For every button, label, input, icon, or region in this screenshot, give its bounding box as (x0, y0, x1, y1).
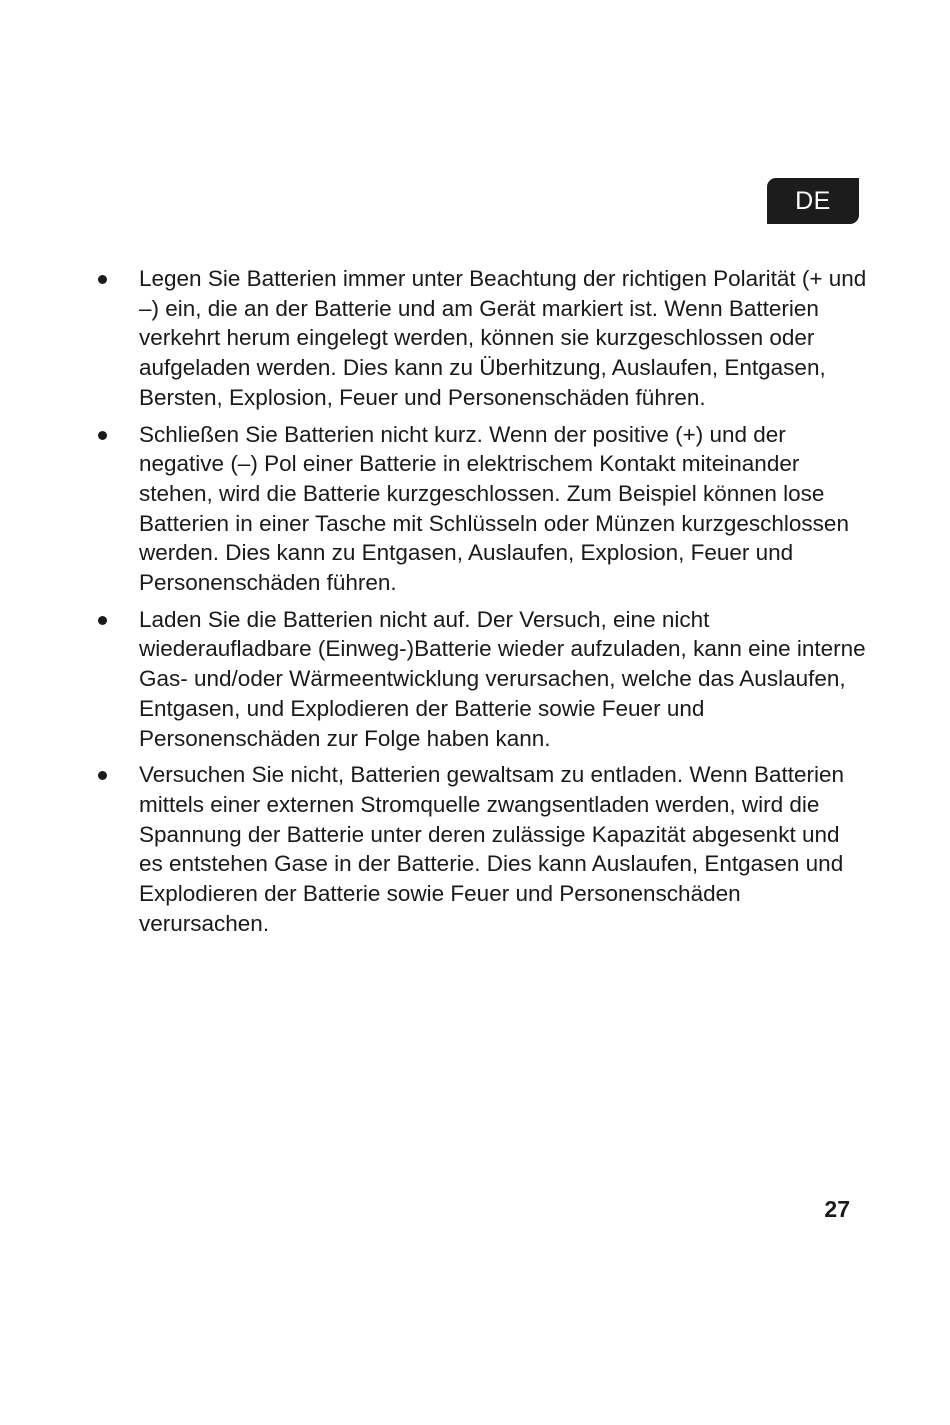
bullet-dot-icon (98, 616, 107, 625)
bullet-dot-icon (98, 275, 107, 284)
bullet-item-polarity (98, 264, 868, 413)
bullet-text: Laden Sie die Batterien nicht auf. Der Versuch, eine nicht wiederaufladbare (Einweg-)Batterie wieder aufzuladen, kann eine interne Gas- und/oder Wärmeentwicklung verursachen, welche das Auslaufen, Entgasen, und Explodieren der Batterie sowie Feuer und Personenschäden zur Folge haben kann. (139, 606, 866, 751)
bullet-dot-icon (98, 431, 107, 440)
bullet-text: Versuchen Sie nicht, Batterien gewaltsam zu entladen. Wenn Batterien mittels einer externen Stromquelle zwangsentladen werden, wird die Spannung der Batterie unter deren zulässige Kapazität abgesenkt und es entstehen Gase in der Batterie. Dies kann Auslaufen, Entgasen und Explodieren der Batterie sowie Feuer und Personenschäden verursachen. (139, 762, 845, 936)
bullet-item-short-circuit (98, 420, 868, 598)
bullet-text: Schließen Sie Batterien nicht kurz. Wenn der positive (+) und der negative (–) Pol einer Batterie in elektrischem Kontakt miteinander stehen, wird die Batterie kurzgeschlossen. Zum Beispiel können lose Batterien in einer Tasche mit Schlüsseln oder Münzen kurzgeschlossen werden. Dies kann zu Entgasen, Auslaufen, Explosion, Feuer und Personenschäden führen. (139, 421, 849, 596)
bullet-item-charging (98, 605, 868, 754)
page-number: 27 (824, 1196, 850, 1222)
language-tab: DE (767, 178, 859, 224)
safety-bullet-list (98, 264, 868, 945)
bullet-item-forced-discharge (98, 760, 868, 938)
bullet-dot-icon (98, 771, 107, 780)
bullet-text: Legen Sie Batterien immer unter Beachtung der richtigen Polarität (+ und –) ein, die an der Batterie und am Gerät markiert ist. Wenn Batterien verkehrt herum eingelegt werden, können sie kurzgeschlossen oder aufgeladen werden. Dies kann zu Überhitzung, Auslaufen, Entgasen, Bersten, Explosion, Feuer und Personenschäden führen. (139, 266, 867, 410)
